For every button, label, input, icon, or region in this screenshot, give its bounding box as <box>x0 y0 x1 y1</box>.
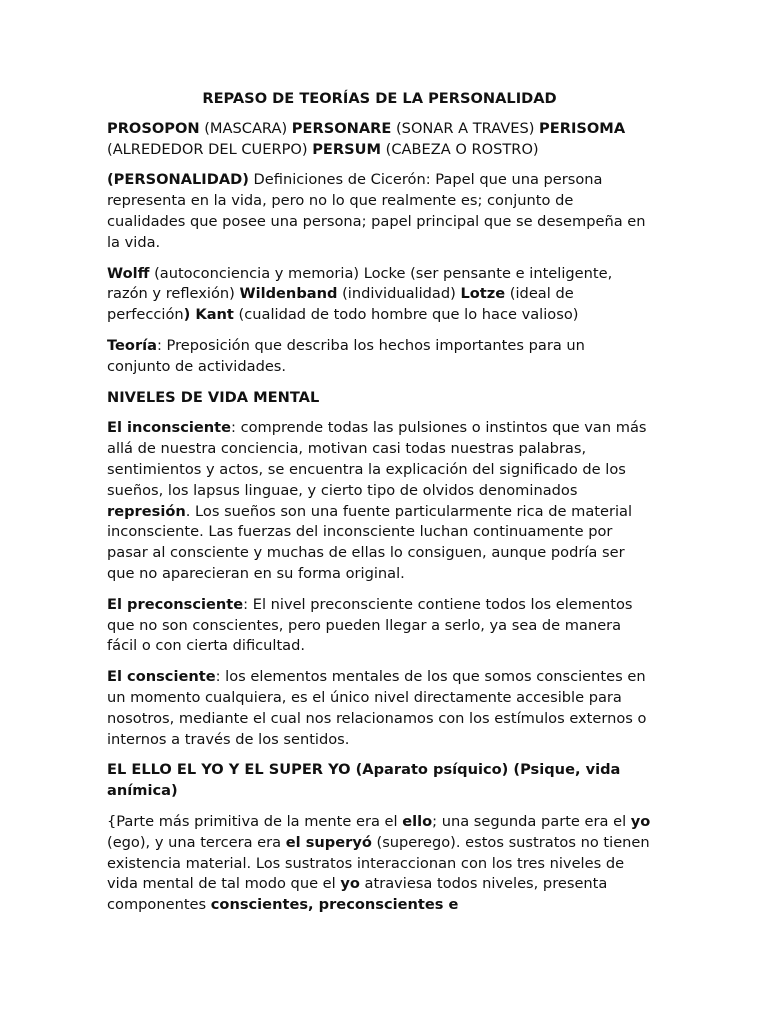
paragraph-teoria: Teoría: Preposición que describa los hechos importantes para un conjunto de actividades. <box>107 336 585 375</box>
term-personare: PERSONARE <box>291 119 392 137</box>
term-wolff: Wolff <box>107 264 150 282</box>
term-kant: ) Kant <box>183 306 234 324</box>
term-persum: PERSUM <box>312 140 382 158</box>
document-body <box>107 89 652 926</box>
paragraph-aparato-psiquico: {Parte más primitiva de la mente era el ello; una segunda parte era el yo (ego), y una tercera era el superyó (superego). estos sustratos no tienen existencia material. Los sustratos interaccionan con los tres niveles de vida mental de tal modo que el yo atraviesa todos niveles, presenta componentes conscientes, preconscientes e <box>107 812 651 914</box>
term-teoria: Teoría <box>107 336 157 354</box>
paragraph-consciente: El consciente: los elementos mentales de los que somos conscientes en un momento cualquiera, es el único nivel directamente accesible para nosotros, mediante el cual nos relacionamos con los estímulos externos o internos a través de los sentidos. <box>107 668 647 748</box>
heading-niveles: NIVELES DE VIDA MENTAL <box>107 388 320 406</box>
document-title: REPASO DE TEORÍAS DE LA PERSONALIDAD <box>202 90 557 107</box>
paragraph-etymology: PROSOPON (MASCARA) PERSONARE (SONAR A TRAVES) PERISOMA (ALREDEDOR DEL CUERPO) PERSUM (CABEZA O ROSTRO) <box>107 119 626 158</box>
term-prosopon: PROSOPON <box>107 119 200 137</box>
term-wildenband: Wildenband <box>239 285 338 303</box>
term-represion: represión <box>107 502 186 520</box>
term-yo-2: yo <box>340 875 360 893</box>
term-lotze: Lotze <box>460 285 506 303</box>
paragraph-personalidad: (PERSONALIDAD) Definiciones de Cicerón: Papel que una persona representa en la vida, pero no lo que realmente es; conjunto de cualidades que posee una persona; papel principal que se desempeña en la vida. <box>107 171 646 251</box>
term-superyo: el superyó <box>285 833 372 851</box>
term-personalidad: (PERSONALIDAD) <box>107 171 249 189</box>
term-yo: yo <box>630 812 651 830</box>
term-conscientes: conscientes, preconscientes e <box>210 896 459 914</box>
heading-ello-yo-superyo: EL ELLO EL YO Y EL SUPER YO (Aparato psíquico) (Psique, vida anímica) <box>107 761 621 800</box>
term-perisoma: PERISOMA <box>539 119 626 137</box>
paragraph-authors: Wolff (autoconciencia y memoria) Locke (ser pensante e inteligente, razón y reflexión) Wildenband (individualidad) Lotze (ideal de perfección) Kant (cualidad de todo hombre que lo hace valioso) <box>107 264 613 324</box>
term-consciente: El consciente <box>107 668 216 686</box>
term-inconsciente: El inconsciente <box>107 419 232 437</box>
term-preconsciente: El preconsciente <box>107 595 244 613</box>
paragraph-preconsciente: El preconsciente: El nivel preconsciente contiene todos los elementos que no son conscientes, pero pueden llegar a serlo, ya sea de manera fácil o con cierta dificultad. <box>107 595 633 655</box>
paragraph-inconsciente: El inconsciente: comprende todas las pulsiones o instintos que van más allá de nuestra conciencia, motivan casi todas nuestras palabras, sentimientos y actos, se encuentra la explicación del significado de los sueños, los lapsus linguae, y cierto tipo de olvidos denominados represión. Los sueños son una fuente particularmente rica de material inconsciente. Las fuerzas del inconsciente luchan continuamente por pasar al consciente y muchas de ellas lo consiguen, aunque podría ser que no aparecieran en su forma original. <box>107 419 647 582</box>
term-ello: ello <box>402 812 433 830</box>
